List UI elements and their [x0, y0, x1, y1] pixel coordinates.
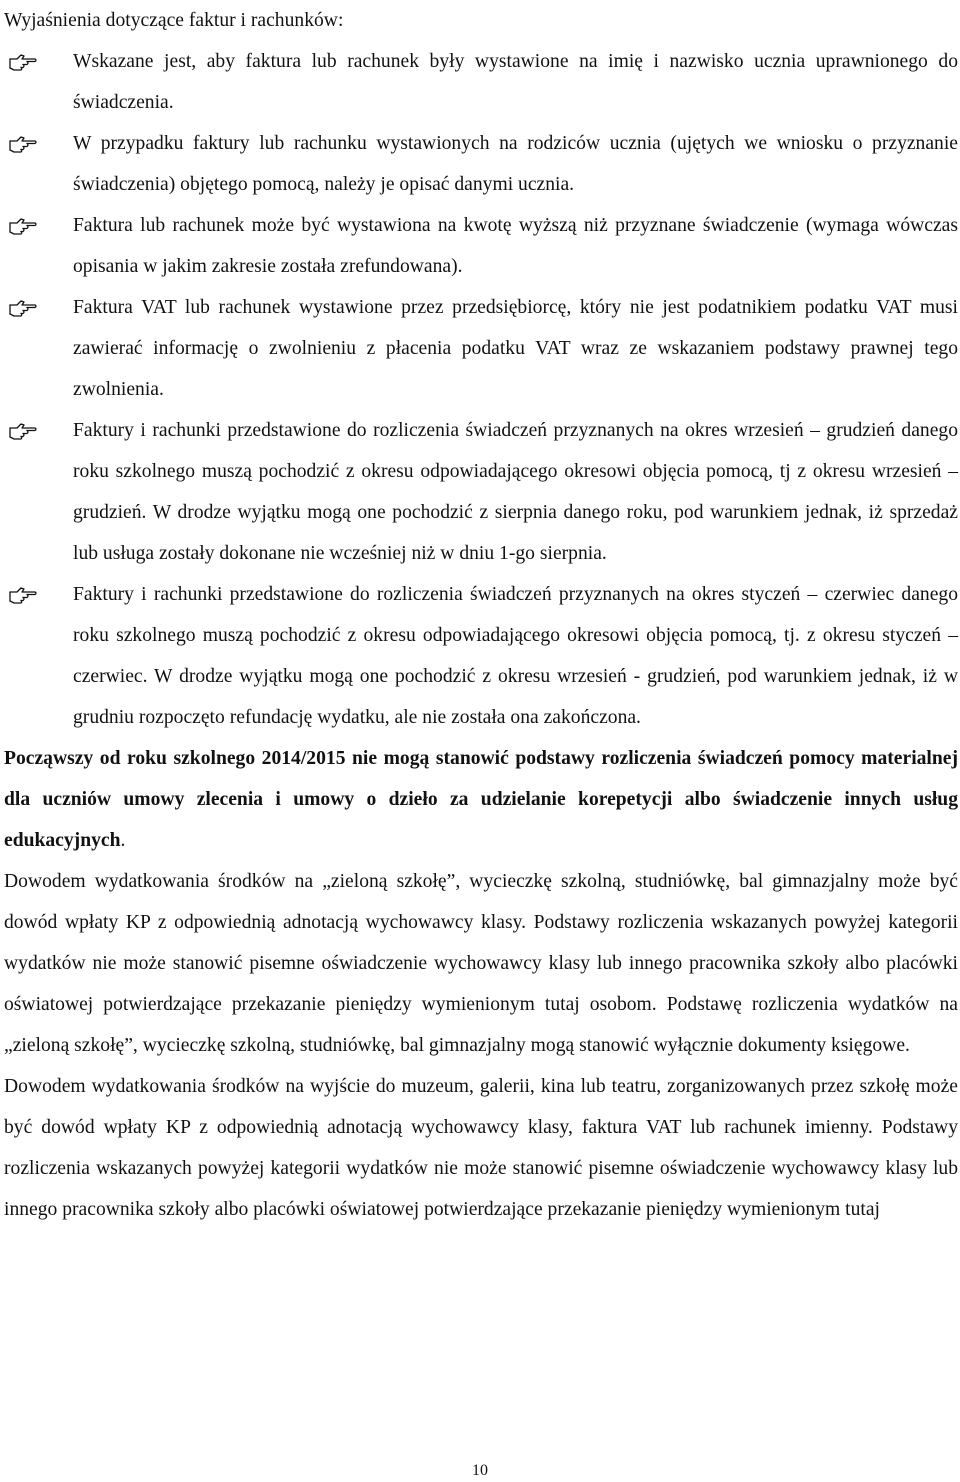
list-item: [4, 41, 958, 123]
list-item-text: Faktura lub rachunek może być wystawiona na kwotę wyższą niż przyznane świadczenie (wymaga wówczas opisania w jakim zakresie została zrefundowana).: [73, 215, 958, 277]
list-item: [4, 410, 958, 574]
list-item: [4, 205, 958, 287]
list-item: [4, 287, 958, 410]
invoice-rules-list: [4, 41, 958, 738]
pointing-hand-icon: [8, 52, 38, 72]
list-item: [4, 574, 958, 738]
list-item-text: Faktury i rachunki przedstawione do rozliczenia świadczeń przyznanych na okres styczeń – czerwiec danego roku szkolnego muszą pochodzić z okresu odpowiadającego okresowi objęcia pomocą, tj. z okresu styczeń – czerwiec. W drodze wyjątku mogą one pochodzić z okresu wrzesień - grudzień, pod warunkiem jednak, iż w grudniu rozpoczęto refundację wydatku, ale nie została ona zakończona.: [73, 584, 958, 728]
pointing-hand-icon: [8, 585, 38, 605]
pointing-hand-icon: [8, 134, 38, 154]
list-item-text: Faktury i rachunki przedstawione do rozliczenia świadczeń przyznanych na okres wrzesień – grudzień danego roku szkolnego muszą pochodzić z okresu odpowiadającego okresowi objęcia pomocą, tj z okresu wrzesień – grudzień. W drodze wyjątku mogą one pochodzić z sierpnia danego roku, pod warunkiem jednak, iż sprzedaż lub usługa zostały dokonane nie wcześniej niż w dniu 1-go sierpnia.: [73, 420, 958, 564]
document-page: [4, 0, 958, 1230]
pointing-hand-icon: [8, 421, 38, 441]
paragraph-school-trips: Dowodem wydatkowania środków na „zieloną szkołę”, wycieczkę szkolną, studniówkę, bal gimnazjalny może być dowód wpłaty KP z odpowiednią adnotacją wychowawcy klasy. Podstawy rozliczenia wskazanych powyżej kategorii wydatków nie może stanowić pisemne oświadczenie wychowawcy klasy lub innego pracownika szkoły albo placówki oświatowej potwierdzające przekazanie pieniędzy wymienionym tutaj osobom. Podstawę rozliczenia wydatków na „zieloną szkołę”, wycieczkę szkolną, studniówkę, bal gimnazjalny mogą stanowić wyłącznie dokumenty księgowe.: [4, 871, 958, 1056]
section-heading: Wyjaśnienia dotyczące faktur i rachunków:: [4, 10, 344, 31]
bold-notice-text: Począwszy od roku szkolnego 2014/2015 nie mogą stanowić podstawy rozliczenia świadczeń pomocy materialnej dla uczniów umowy zlecenia i umowy o dzieło za udzielanie korepetycji albo świadczenie innych usług edukacyjnych: [4, 748, 958, 851]
pointing-hand-icon: [8, 298, 38, 318]
list-item-text: W przypadku faktury lub rachunku wystawionych na rodziców ucznia (ujętych we wniosku o przyznanie świadczenia) objętego pomocą, należy je opisać danymi ucznia.: [73, 133, 958, 195]
list-item: [4, 123, 958, 205]
pointing-hand-icon: [8, 216, 38, 236]
bold-notice-end: .: [120, 830, 126, 851]
paragraph-museum-visits: Dowodem wydatkowania środków na wyjście do muzeum, galerii, kina lub teatru, zorganizowanych przez szkołę może być dowód wpłaty KP z odpowiednią adnotacją wychowawcy klasy, faktura VAT lub rachunek imienny. Podstawy rozliczenia wskazanych powyżej kategorii wydatków nie może stanowić pisemne oświadczenie wychowawcy klasy lub innego pracownika szkoły albo placówki oświatowej potwierdzające przekazanie pieniędzy wymienionym tutaj: [4, 1076, 958, 1220]
bold-notice-paragraph: [4, 738, 958, 861]
page-number: 10: [472, 1462, 488, 1479]
list-item-text: Faktura VAT lub rachunek wystawione przez przedsiębiorcę, który nie jest podatnikiem podatku VAT musi zawierać informację o zwolnieniu z płacenia podatku VAT wraz ze wskazaniem podstawy prawnej tego zwolnienia.: [73, 297, 958, 400]
list-item-text: Wskazane jest, aby faktura lub rachunek były wystawione na imię i nazwisko ucznia uprawnionego do świadczenia.: [73, 51, 958, 113]
